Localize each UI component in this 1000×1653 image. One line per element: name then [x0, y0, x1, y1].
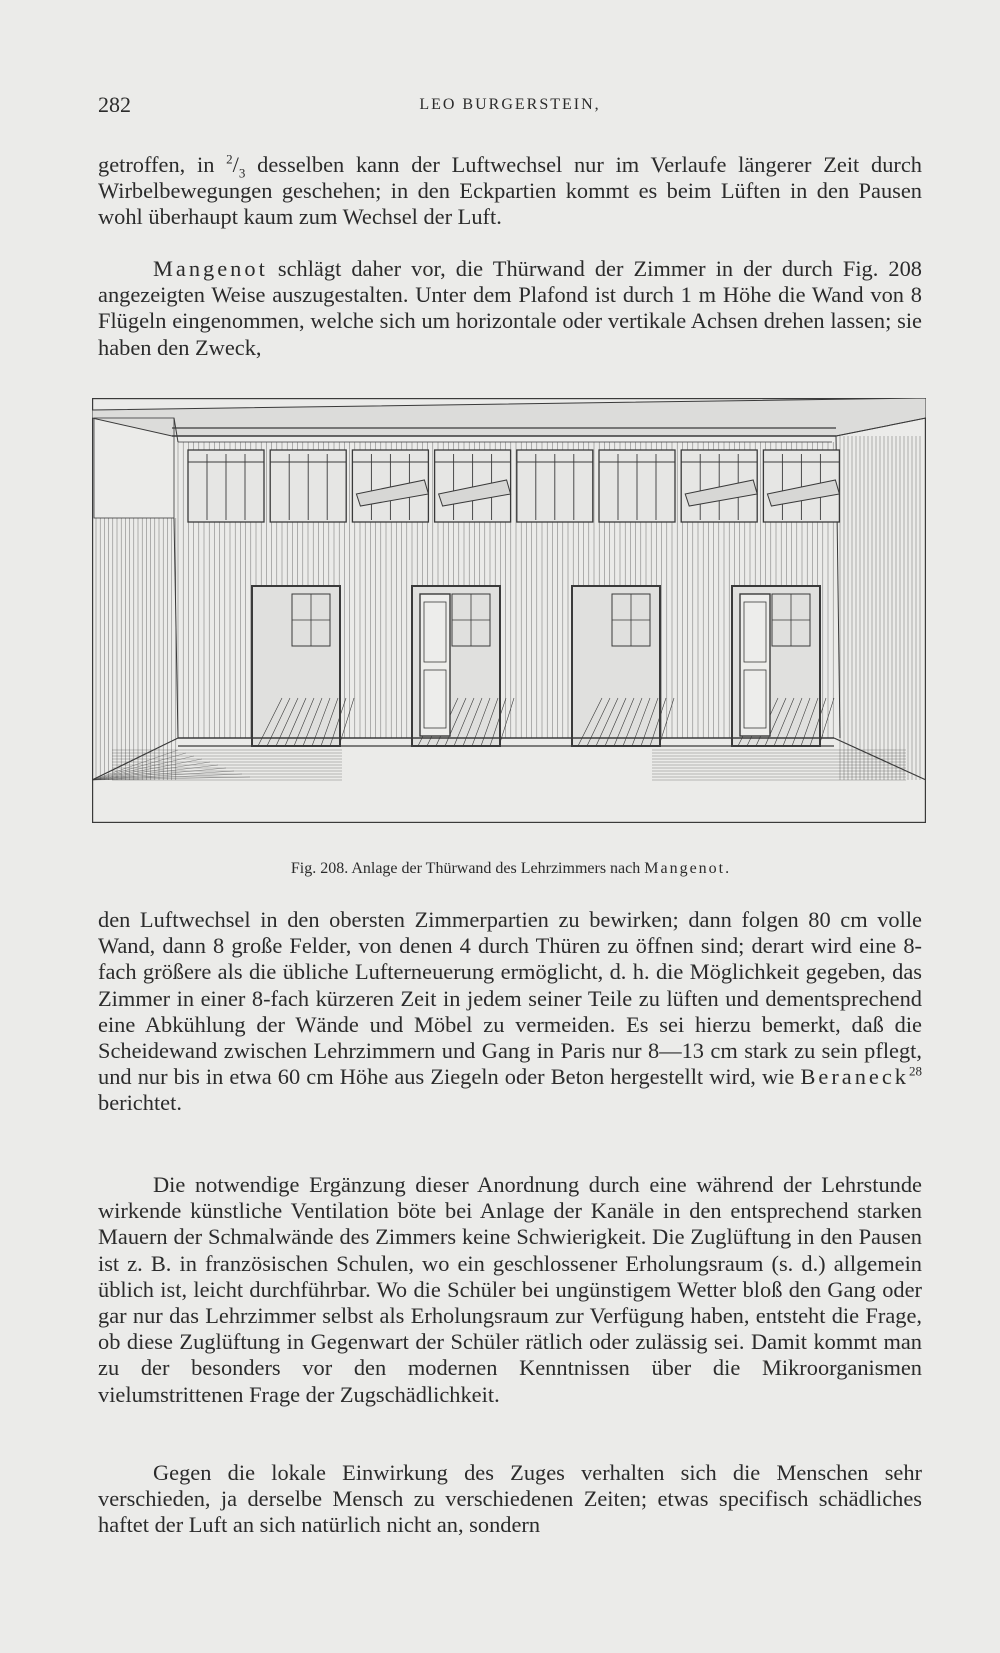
paragraph-4: Die notwendige Ergänzung dieser Anordnung durch eine während der Lehrstunde wirkende künstliche Ventilation böte bei Anlage der Kanäle in den entsprechend starken Mauern der Schmalwände des Zimmers keine Schwierigkeit. Die Zuglüftung in den Pausen ist z. B. in französischen Schulen, wo ein geschlossener Erholungsraum (s. d.) allgemein üblich ist, leicht durchführbar. Wo die Schüler bei ungünstigem Wetter bloß den Gang oder gar nur das Lehrzimmer selbst als Erholungsraum zur Verfügung haben, entsteht die Frage, ob diese Zuglüftung in Gegenwart der Schüler rätlich oder zulässig sei. Damit kommt man zu der besonders vor den modernen Kenntnissen über die Mikroorganismen vielumstrittenen Frage der Zugschädlichkeit. — [98, 1172, 922, 1407]
paragraph-5: Gegen die lokale Einwirkung des Zuges verhalten sich die Menschen sehr verschieden, ja derselbe Mensch zu verschiedenen Zeiten; etwas specifisch schädliches haftet der Luft an sich natürlich nicht an, sondern — [98, 1460, 922, 1538]
corner-line — [174, 518, 178, 738]
running-head-author: LEO BURGERSTEIN, — [419, 96, 601, 113]
figure-caption: Fig. 208. Anlage der Thürwand des Lehrzimmers nach Mangenot. — [290, 860, 730, 877]
ceiling-cornice — [92, 398, 926, 436]
floor-board — [339, 698, 354, 746]
open-door-leaf — [740, 594, 770, 736]
page-header — [98, 92, 922, 122]
paragraph-2: Mangenot schlägt daher vor, die Thürwand der Zimmer in der durch Fig. 208 angezeigten Weise auszugestalten. Unter dem Plafond ist durch 1 m Höhe die Wand von 8 Flügeln eingenommen, welche sich um horizontale oder vertikale Achsen drehen lassen; sie haben den Zweck, — [98, 256, 922, 360]
floor-shade — [92, 765, 218, 780]
footnote-ref: 28 — [909, 1063, 922, 1079]
fraction-numerator: 2 — [226, 151, 233, 167]
door-opening — [572, 586, 660, 746]
floor-board — [499, 698, 514, 746]
open-door-leaf — [420, 594, 450, 736]
page-number: 282 — [98, 92, 131, 117]
door-opening — [252, 586, 340, 746]
paragraph-3: den Luftwechsel in den obersten Zimmerpartien zu bewirken; dann folgen 80 cm volle Wand, dann 8 große Felder, von denen 4 durch Thüren zu öffnen sind; derart wird eine 8-fach größere als die übliche Lufterneuerung ermöglicht, d. h. die Möglichkeit gegeben, das Zimmer in einer 8-fach kürzeren Zeit in jedem seiner Teile zu lüften und dementsprechend eine Abkühlung der Wände und Möbel zu vermeiden. Es sei hierzu bemerkt, daß die Scheidewand zwischen Lehrzimmern und Gang in Paris nur 8—13 cm stark zu sein pflegt, und nur bis in etwa 60 cm Höhe aus Ziegeln oder Beton hergestellt wird, wie Beraneck$^{28}$ berichtet. — [98, 907, 922, 1116]
fraction-denominator: 3 — [238, 165, 246, 181]
paragraph-1: getroffen, in $^2/_3$ desselben kann der Luftwechsel nur im Verlaufe längerer Zeit durch Wirbelbewegungen geschehen; in den Eckpartien kommt es beim Lüften in den Pausen wohl überhaupt kaum zum Wechsel der Luft. — [98, 151, 923, 230]
figure-208-illustration — [92, 398, 926, 823]
author-name-beraneck: Beraneck — [800, 1064, 909, 1090]
author-name-mangenot: Mangenot — [153, 256, 268, 281]
floor-board — [819, 698, 834, 746]
floor-board — [659, 698, 674, 746]
